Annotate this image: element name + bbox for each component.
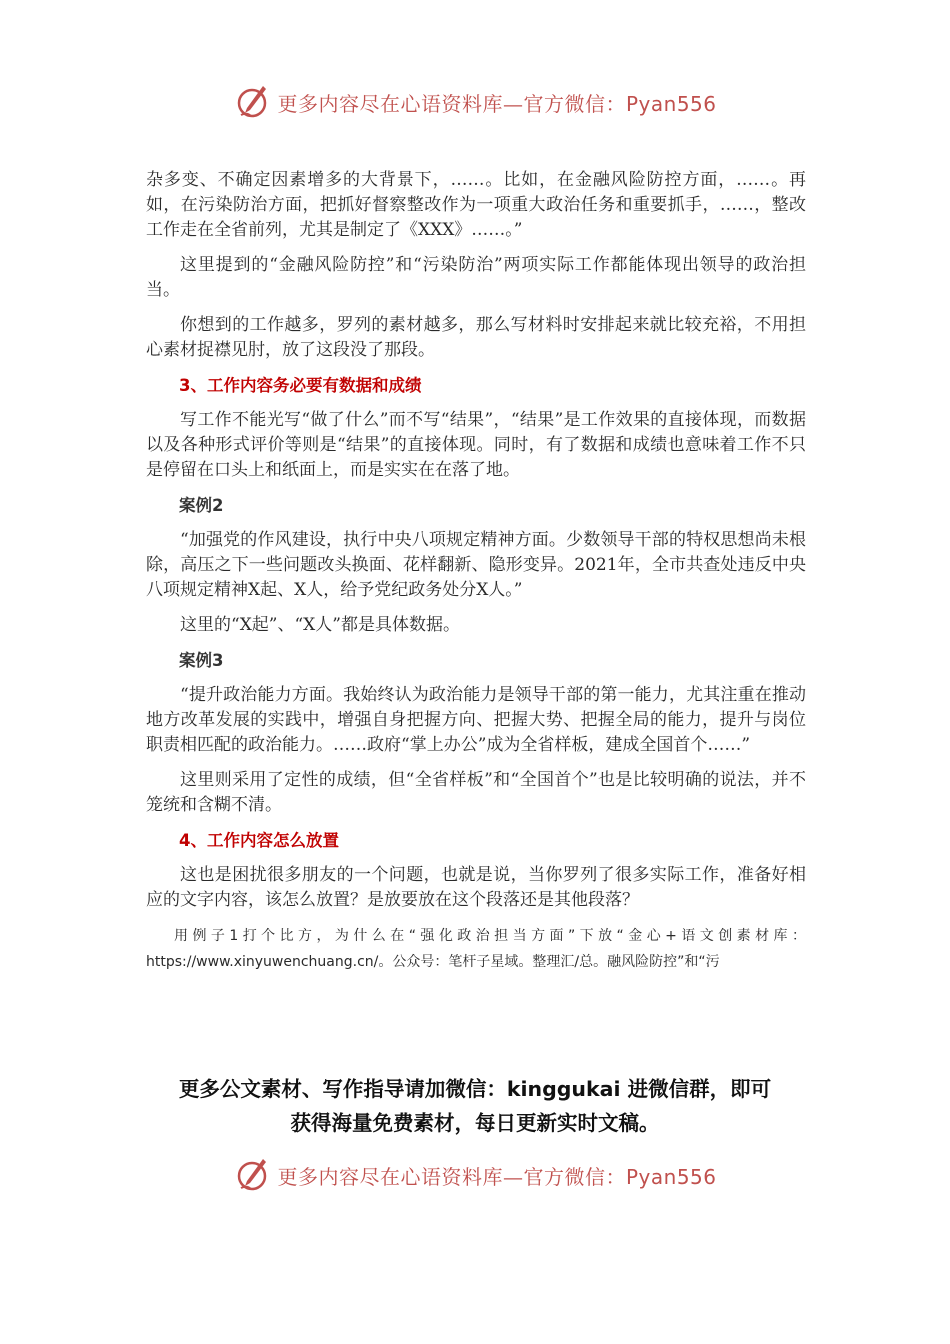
section-heading-3: 3、工作内容务必要有数据和成绩 bbox=[179, 376, 422, 395]
promo-text bbox=[100, 1072, 850, 1140]
paragraph: 这里提到的“金融风险防控”和“污染防治”两项实际工作都能体现出领导的政治担当。 bbox=[146, 255, 806, 300]
case-label-3: 案例3 bbox=[179, 651, 224, 670]
paragraph: 这也是困扰很多朋友的一个问题，也就是说，当你罗列了很多实际工作，准备好相应的文字内容，该怎么放置？是放要放在这个段落还是其他段落？ bbox=[146, 865, 806, 910]
header-banner-text: 更多内容尽在心语资料库—官方微信：Pyan556 bbox=[277, 91, 717, 116]
paragraph: 这里的“X起”、“X人”都是具体数据。 bbox=[180, 615, 460, 635]
section-heading-4: 4、工作内容怎么放置 bbox=[179, 831, 339, 850]
paragraph: 这里则采用了定性的成绩，但“全省样板”和“全国首个”也是比较明确的说法，并不笼统和含糊不清。 bbox=[146, 770, 806, 815]
paragraph: 你想到的工作越多，罗列的素材越多，那么写材料时安排起来就比较充裕，不用担心素材捉襟见肘，放了这段没了那段。 bbox=[146, 315, 806, 360]
paragraph: “加强党的作风建设，执行中央八项规定精神方面。少数领导干部的特权思想尚未根除，高压之下一些问题改头换面、花样翻新、隐形变异。2021年，全市共查处违反中央八项规定精神X起、X人，给予党纪政务处分X人。” bbox=[146, 530, 806, 600]
promo-line-2: 获得海量免费素材，每日更新实时文稿。 bbox=[290, 1111, 660, 1135]
footer-wechat-id: Pyan556 bbox=[625, 1164, 717, 1189]
footer-banner bbox=[0, 1155, 950, 1195]
document-body bbox=[146, 168, 806, 985]
footer-banner-text: 更多内容尽在心语资料库—官方微信：Pyan556 bbox=[277, 1164, 717, 1189]
header-banner bbox=[0, 82, 950, 122]
pen-logo-icon bbox=[233, 1155, 273, 1195]
pen-logo-icon bbox=[233, 82, 273, 122]
paragraph: “提升政治能力方面。我始终认为政治能力是领导干部的第一能力，尤其注重在推动地方改革发展的实践中，增强自身把握方向、把握大势、把握全局的能力，提升与岗位职责相匹配的政治能力。……政府“掌上办公”成为全省样板，建成全国首个……” bbox=[146, 685, 806, 755]
paragraph-small: 用例子1打个比方，为什么在“强化政治担当方面”下放“金心+语文创素材库：https://www.xinyuwenchuang.cn/。公众号：笔杆子星域。整理汇/总。融风险防控”和“污 bbox=[146, 928, 806, 970]
header-wechat-id: Pyan556 bbox=[625, 91, 717, 116]
paragraph: 写工作不能光写“做了什么”而不写“结果”，“结果”是工作效果的直接体现，而数据以及各种形式评价等则是“结果”的直接体现。同时，有了数据和成绩也意味着工作不只是停留在口头上和纸面上，而是实实在在落了地。 bbox=[146, 410, 806, 480]
promo-line-1: 更多公文素材、写作指导请加微信：kinggukai 进微信群，即可 bbox=[178, 1077, 772, 1101]
paragraph: 杂多变、不确定因素增多的大背景下，……。比如，在金融风险防控方面，……。再如，在污染防治方面，把抓好督察整改作为一项重大政治任务和重要抓手，……，整改工作走在全省前列，尤其是制定了《XXX》……。” bbox=[146, 170, 806, 240]
case-label-2: 案例2 bbox=[179, 496, 224, 515]
